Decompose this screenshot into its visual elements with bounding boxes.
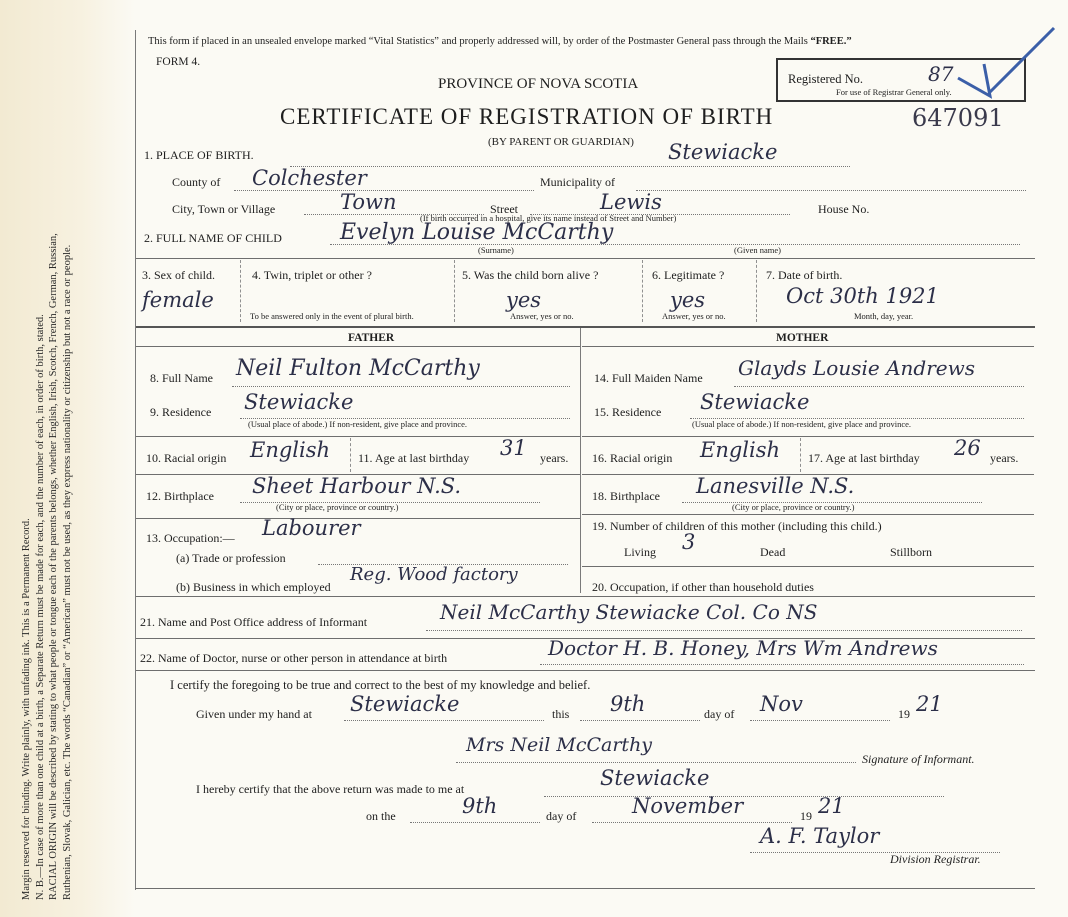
given-year-prefix: 19 [898,707,910,721]
stillborn-label: Stillborn [890,545,933,559]
mother-birthplace-note: (City or place, province or country.) [732,502,855,512]
surname-label: (Surname) [478,245,514,255]
registrar-day-of-label: day of [546,809,577,823]
stamped-number: 647091 [912,104,1004,132]
registrar-signature-label: Division Registrar. [890,852,981,866]
father-name-value: Neil Fulton McCarthy [236,356,480,381]
sex-value: female [142,288,214,312]
form-label: FORM 4. [156,56,201,68]
street-label: Street [490,202,518,216]
informant-line [426,630,1022,631]
frame-bottom-border [135,888,1035,889]
mother-residence-value: Stewiacke [700,390,810,414]
dead-label: Dead [760,545,786,559]
father-name-line [232,386,570,387]
place-of-birth-label: 1. PLACE OF BIRTH. [144,148,254,162]
child-name-label: 2. FULL NAME OF CHILD [144,231,282,245]
hospital-note: (If birth occurred in a hospital, give its name instead of Street and Number) [420,213,677,223]
registered-number: 87 [928,62,954,86]
registrar-place-line [544,796,944,797]
father-name-label: 8. Full Name [150,371,213,385]
given-name-label: (Given name) [734,245,781,255]
given-day-value: 9th [610,692,646,716]
divider [800,438,801,472]
registered-note: For use of Registrar General only. [836,87,952,97]
mother-name-value: Glayds Lousie Andrews [738,356,975,380]
side-instruction-line: RACIAL ORIGIN will be described by stating to what people or tongue each of the parents belongs, whether English, Irish, Scotch, French, German, Russian, [48,233,60,900]
municipality-line [636,190,1026,191]
business-label: (b) Business in which employed [176,580,331,594]
given-month-value: Nov [760,692,803,716]
born-alive-label: 5. Was the child born alive ? [462,268,599,282]
mother-name-label: 14. Full Maiden Name [594,371,703,385]
legitimate-label: 6. Legitimate ? [652,268,725,282]
occupation-label: 13. Occupation:— [146,531,235,545]
city-value: Town [340,190,397,214]
informant-label: 21. Name and Post Office address of Informant [140,615,368,629]
living-value: 3 [682,530,696,554]
registrar-month-value: November [632,794,744,818]
divider [135,258,1035,259]
check-arrow-icon [0,0,1068,120]
divider [135,326,1035,328]
given-place-value: Stewiacke [350,692,460,716]
divider [756,260,757,322]
place-line [290,166,850,167]
house-no-label: House No. [818,202,870,216]
father-birthplace-note: (City or place, province or country.) [276,502,399,512]
side-instruction-line: Margin reserved for binding. Write plainly, with unfading ink. This is a Permanent Record. [21,518,32,900]
father-abode-note: (Usual place of abode.) If non-resident, give place and province. [248,419,468,429]
registrar-year-value: 21 [818,794,845,818]
twin-note: To be answered only in the event of plural birth. [250,311,414,321]
children-count-label: 19. Number of children of this mother (including this child.) [592,519,882,533]
divider [582,566,1034,567]
given-place-line [344,720,544,721]
street-value: Lewis [600,190,662,214]
legitimate-note: Answer, yes or no. [662,311,726,321]
mother-occupation-label: 20. Occupation, if other than household duties [592,580,814,594]
county-value: Colchester [252,166,367,190]
side-instruction-line: Ruthenian, Slovak, Galician, etc. The words “Canadian” or “American” must not be used, as they express nationality or citizenship but not a race or people. [61,244,73,900]
informant-value: Neil McCarthy Stewiacke Col. Co NS [440,600,818,624]
father-age-value: 31 [500,436,527,460]
side-instructions [20,20,74,900]
given-day-line [580,720,700,721]
date-of-birth-label: 7. Date of birth. [766,268,843,282]
divider [350,438,351,472]
free-label: “FREE.” [810,36,852,47]
born-alive-value: yes [506,288,542,312]
side-instruction-line: N. B.—In case of more than one child at a birth, a Separate Return must be made for each, and the number of each, in order of birth, stated. [34,314,46,900]
born-alive-note: Answer, yes or no. [510,311,574,321]
father-birthplace-value: Sheet Harbour N.S. [252,474,462,498]
date-of-birth-value: Oct 30th 1921 [786,284,939,308]
given-month-line [750,720,890,721]
registrar-place-value: Stewiacke [600,766,710,790]
registrar-day-line [410,822,540,823]
divider [135,596,1035,597]
doctor-label: 22. Name of Doctor, nurse or other person in attendance at birth [140,651,448,665]
divider [135,670,1035,671]
registered-label: Registered No. [788,72,863,86]
divider [642,260,643,322]
mother-birthplace-label: 18. Birthplace [592,489,660,503]
father-age-label: 11. Age at last birthday [358,451,470,465]
given-day-of-label: day of [704,707,735,721]
municipality-label: Municipality of [540,175,615,189]
mother-years-label: years. [990,451,1019,465]
given-year-value: 21 [916,692,943,716]
father-racial-value: English [250,438,331,462]
informant-signature: Mrs Neil McCarthy [466,734,653,756]
date-of-birth-note: Month, day, year. [854,311,914,321]
given-label: Given under my hand at [196,707,312,721]
divider [582,514,1034,515]
twin-label: 4. Twin, triplet or other ? [252,268,372,282]
divider [454,260,455,322]
divider [135,346,580,347]
informant-signature-label: Signature of Informant. [862,752,975,766]
place-of-birth-value: Stewiacke [668,140,778,164]
child-name-value: Evelyn Louise McCarthy [340,220,614,245]
child-name-line [330,244,1020,245]
mother-name-line [734,386,1024,387]
county-label: County of [172,175,221,189]
mother-racial-label: 16. Racial origin [592,451,673,465]
father-years-label: years. [540,451,569,465]
legitimate-value: yes [670,288,706,312]
frame-left-border [135,30,136,890]
father-birthplace-label: 12. Birthplace [146,489,214,503]
divider [580,328,581,593]
certify-text: I certify the foregoing to be true and correct to the best of my knowledge and belief. [170,678,591,692]
city-label: City, Town or Village [172,202,276,216]
father-residence-label: 9. Residence [150,405,212,419]
mother-age-value: 26 [954,436,981,460]
business-value: Reg. Wood factory [350,564,518,585]
this-label: this [552,707,570,721]
divider [240,260,241,322]
doctor-value: Doctor H. B. Honey, Mrs Wm Andrews [548,636,938,660]
living-label: Living [624,545,656,559]
sex-label: 3. Sex of child. [142,268,215,282]
doctor-line [540,664,1024,665]
registrar-signature: A. F. Taylor [760,824,880,848]
father-racial-label: 10. Racial origin [146,451,227,465]
registrar-day-value: 9th [462,794,498,818]
occupation-value: Labourer [262,516,361,540]
mother-heading: MOTHER [776,332,829,344]
page-title: CERTIFICATE OF REGISTRATION OF BIRTH [280,104,774,129]
postal-notice-text: This form if placed in an unsealed envelope marked “Vital Statistics” and properly addressed will, by order of the Postmaster General pass through the Mails [148,36,811,47]
on-the-label: on the [366,809,396,823]
registrar-month-line [592,822,792,823]
father-residence-value: Stewiacke [244,390,354,414]
mother-abode-note: (Usual place of abode.) If non-resident, give place and province. [692,419,912,429]
registrar-text: I hereby certify that the above return was made to me at [196,782,465,796]
mother-age-label: 17. Age at last birthday [808,451,920,465]
page-subtitle: (BY PARENT OR GUARDIAN) [488,136,634,148]
trade-label: (a) Trade or profession [176,551,286,565]
mother-birthplace-value: Lanesville N.S. [696,474,855,498]
mother-residence-label: 15. Residence [594,405,662,419]
informant-signature-line [456,762,856,763]
father-heading: FATHER [348,332,395,344]
mother-racial-value: English [700,438,781,462]
divider [582,346,1034,347]
province-heading: PROVINCE OF NOVA SCOTIA [438,76,639,92]
registrar-year-prefix: 19 [800,809,812,823]
